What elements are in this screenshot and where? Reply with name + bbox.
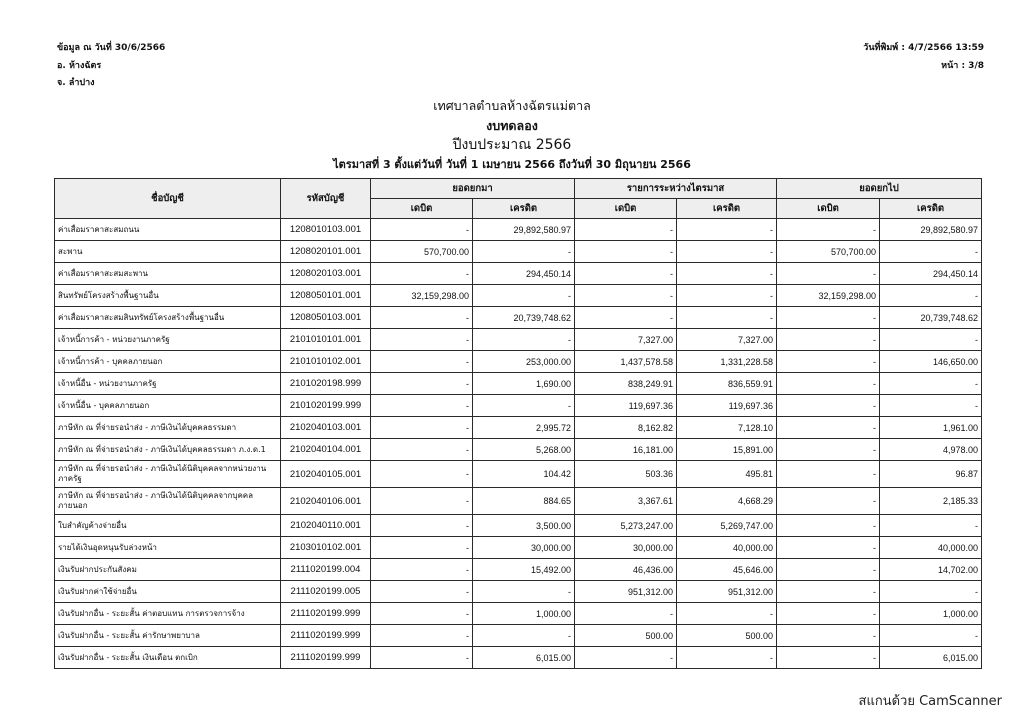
cf-credit-cell: - — [880, 395, 982, 417]
quarter-debit-cell: - — [575, 307, 677, 329]
bf-credit-cell: 104.42 — [473, 461, 575, 488]
report-meta-left — [57, 40, 165, 93]
account-name-cell: เงินรับฝากอื่น - ระยะสั้น ค่าตอบแทน การตรวจการจ้าง — [55, 603, 281, 625]
quarter-credit-cell: 4,668.29 — [677, 488, 777, 515]
account-code-cell: 2111020199.004 — [281, 559, 371, 581]
cf-debit-cell: - — [777, 461, 880, 488]
account-code-cell: 1208050101.001 — [281, 285, 371, 307]
quarter-credit-cell: - — [677, 603, 777, 625]
table-row — [55, 329, 982, 351]
account-name-cell: เงินรับฝากอื่น - ระยะสั้น ค่ารักษาพยาบาล — [55, 625, 281, 647]
quarter-credit-cell: 951,312.00 — [677, 581, 777, 603]
quarter-debit-cell: - — [575, 285, 677, 307]
bf-debit-cell: - — [371, 537, 473, 559]
cf-debit-cell: - — [777, 373, 880, 395]
page-number: หน้า : 3/8 — [941, 60, 984, 71]
col-header-cf-debit: เดบิต — [777, 199, 880, 219]
table-body — [55, 219, 982, 669]
cf-credit-cell: - — [880, 581, 982, 603]
col-header-account-code: รหัสบัญชี — [281, 179, 371, 219]
bf-debit-cell: - — [371, 329, 473, 351]
account-code-cell: 2102040106.001 — [281, 488, 371, 515]
account-code-cell: 2102040104.001 — [281, 439, 371, 461]
account-code-cell: 2102040110.001 — [281, 515, 371, 537]
quarter-credit-cell: - — [677, 241, 777, 263]
account-code-cell: 2102040105.001 — [281, 461, 371, 488]
account-name-cell: ค่าเสื่อมราคาสะสมถนน — [55, 219, 281, 241]
quarter-debit-cell: - — [575, 647, 677, 669]
quarter-debit-cell: 838,249.91 — [575, 373, 677, 395]
account-name-cell: ค่าเสื่อมราคาสะสมสินทรัพย์โครงสร้างพื้นฐานอื่น — [55, 307, 281, 329]
bf-credit-cell: - — [473, 581, 575, 603]
account-name-cell: สะพาน — [55, 241, 281, 263]
account-code-cell: 2102040103.001 — [281, 417, 371, 439]
quarter-credit-cell: 1,331,228.58 — [677, 351, 777, 373]
col-header-carried-forward: ยอดยกไป — [777, 179, 982, 199]
bf-debit-cell: - — [371, 461, 473, 488]
cf-debit-cell: - — [777, 307, 880, 329]
account-code-cell: 2111020199.999 — [281, 647, 371, 669]
bf-debit-cell: - — [371, 515, 473, 537]
quarter-debit-cell: 16,181.00 — [575, 439, 677, 461]
report-title: งบทดลอง — [486, 118, 538, 133]
bf-debit-cell: - — [371, 351, 473, 373]
bf-debit-cell: 570,700.00 — [371, 241, 473, 263]
table-row — [55, 263, 982, 285]
table-row — [55, 241, 982, 263]
account-code-cell: 1208020103.001 — [281, 263, 371, 285]
quarter-debit-cell: 119,697.36 — [575, 395, 677, 417]
table-row — [55, 461, 982, 488]
account-code-cell: 1208020101.001 — [281, 241, 371, 263]
bf-credit-cell: 3,500.00 — [473, 515, 575, 537]
bf-credit-cell: 30,000.00 — [473, 537, 575, 559]
cf-credit-cell: - — [880, 329, 982, 351]
account-name-cell: รายได้เงินอุดหนุนรับล่วงหน้า — [55, 537, 281, 559]
quarter-debit-cell: 3,367.61 — [575, 488, 677, 515]
bf-credit-cell: - — [473, 285, 575, 307]
cf-credit-cell: 40,000.00 — [880, 537, 982, 559]
account-name-cell: ใบสำคัญค้างจ่ายอื่น — [55, 515, 281, 537]
account-code-cell: 2111020199.005 — [281, 581, 371, 603]
bf-debit-cell: - — [371, 625, 473, 647]
bf-debit-cell: - — [371, 559, 473, 581]
col-header-q-credit: เครดิต — [677, 199, 777, 219]
bf-credit-cell: - — [473, 241, 575, 263]
data-as-of-date: ข้อมูล ณ วันที่ 30/6/2566 — [57, 43, 166, 53]
quarter-credit-cell: 7,128.10 — [677, 417, 777, 439]
bf-debit-cell: - — [371, 417, 473, 439]
table-row — [55, 647, 982, 669]
cf-credit-cell: - — [880, 625, 982, 647]
quarter-credit-cell: 836,559.91 — [677, 373, 777, 395]
district-label: อ. ห้างฉัตร — [57, 60, 102, 71]
table-row — [55, 537, 982, 559]
cf-credit-cell: 29,892,580.97 — [880, 219, 982, 241]
bf-debit-cell: - — [371, 263, 473, 285]
table-row — [55, 285, 982, 307]
bf-credit-cell: 1,000.00 — [473, 603, 575, 625]
bf-debit-cell: - — [371, 373, 473, 395]
bf-credit-cell: - — [473, 625, 575, 647]
cf-debit-cell: - — [777, 603, 880, 625]
bf-debit-cell: - — [371, 439, 473, 461]
cf-credit-cell: - — [880, 515, 982, 537]
account-name-cell: เงินรับฝากประกันสังคม — [55, 559, 281, 581]
bf-credit-cell: - — [473, 329, 575, 351]
cf-debit-cell: - — [777, 559, 880, 581]
table-row — [55, 219, 982, 241]
cf-debit-cell: - — [777, 537, 880, 559]
account-code-cell: 1208010103.001 — [281, 219, 371, 241]
account-code-cell: 2111020199.999 — [281, 603, 371, 625]
cf-debit-cell: - — [777, 351, 880, 373]
cf-credit-cell: - — [880, 241, 982, 263]
cf-debit-cell: - — [777, 219, 880, 241]
organization-title: เทศบาลตำบลห้างฉัตรแม่ตาล — [433, 98, 591, 113]
table-row — [55, 351, 982, 373]
cf-debit-cell: - — [777, 395, 880, 417]
quarter-credit-cell: - — [677, 647, 777, 669]
account-name-cell: เจ้าหนี้การค้า - หน่วยงานภาครัฐ — [55, 329, 281, 351]
cf-credit-cell: 146,650.00 — [880, 351, 982, 373]
cf-credit-cell: 4,978.00 — [880, 439, 982, 461]
account-code-cell: 2101010101.001 — [281, 329, 371, 351]
quarter-credit-cell: - — [677, 285, 777, 307]
account-name-cell: เจ้าหนี้อื่น - หน่วยงานภาครัฐ — [55, 373, 281, 395]
bf-credit-cell: 29,892,580.97 — [473, 219, 575, 241]
bf-credit-cell: 5,268.00 — [473, 439, 575, 461]
quarter-debit-cell: 8,162.82 — [575, 417, 677, 439]
account-name-cell: เจ้าหนี้อื่น - บุคคลภายนอก — [55, 395, 281, 417]
bf-credit-cell: 20,739,748.62 — [473, 307, 575, 329]
account-name-cell: เงินรับฝากค่าใช้จ่ายอื่น — [55, 581, 281, 603]
cf-credit-cell: 1,961.00 — [880, 417, 982, 439]
account-code-cell: 2111020199.999 — [281, 625, 371, 647]
cf-debit-cell: - — [777, 417, 880, 439]
table-row — [55, 439, 982, 461]
cf-debit-cell: - — [777, 329, 880, 351]
fiscal-year-title: ปีงบประมาณ 2566 — [452, 137, 572, 153]
col-header-bf-debit: เดบิต — [371, 199, 473, 219]
cf-debit-cell: 32,159,298.00 — [777, 285, 880, 307]
quarter-credit-cell: - — [677, 263, 777, 285]
table-row — [55, 559, 982, 581]
quarter-debit-cell: - — [575, 241, 677, 263]
quarter-debit-cell: 5,273,247.00 — [575, 515, 677, 537]
col-header-during-quarter: รายการระหว่างไตรมาส — [575, 179, 777, 199]
quarter-debit-cell: - — [575, 603, 677, 625]
account-name-cell: ภาษีหัก ณ ที่จ่ายรอนำส่ง - ภาษีเงินได้นิติบุคคลจากบุคคลภายนอก — [55, 488, 281, 515]
col-header-q-debit: เดบิต — [575, 199, 677, 219]
bf-credit-cell: 6,015.00 — [473, 647, 575, 669]
table-header — [55, 179, 982, 219]
table-row — [55, 307, 982, 329]
bf-credit-cell: 884.65 — [473, 488, 575, 515]
cf-debit-cell: - — [777, 625, 880, 647]
bf-debit-cell: - — [371, 647, 473, 669]
table-row — [55, 417, 982, 439]
cf-debit-cell: - — [777, 581, 880, 603]
account-name-cell: ภาษีหัก ณ ที่จ่ายรอนำส่ง - ภาษีเงินได้นิติบุคคลจากหน่วยงานภาครัฐ — [55, 461, 281, 488]
cf-debit-cell: 570,700.00 — [777, 241, 880, 263]
account-name-cell: ค่าเสื่อมราคาสะสมสะพาน — [55, 263, 281, 285]
account-code-cell: 2101010102.001 — [281, 351, 371, 373]
quarter-credit-cell: 5,269,747.00 — [677, 515, 777, 537]
quarter-credit-cell: 119,697.36 — [677, 395, 777, 417]
quarter-debit-cell: - — [575, 263, 677, 285]
col-header-cf-credit: เครดิต — [880, 199, 982, 219]
quarter-credit-cell: 500.00 — [677, 625, 777, 647]
account-code-cell: 2103010102.001 — [281, 537, 371, 559]
bf-debit-cell: - — [371, 488, 473, 515]
bf-debit-cell: - — [371, 603, 473, 625]
table-row — [55, 515, 982, 537]
quarter-debit-cell: - — [575, 219, 677, 241]
bf-debit-cell: - — [371, 581, 473, 603]
bf-credit-cell: 15,492.00 — [473, 559, 575, 581]
account-name-cell: ภาษีหัก ณ ที่จ่ายรอนำส่ง - ภาษีเงินได้บุคคลธรรมดา ภ.ง.ด.1 — [55, 439, 281, 461]
col-header-bf-credit: เครดิต — [473, 199, 575, 219]
cf-debit-cell: - — [777, 515, 880, 537]
province-label: จ. ลำปาง — [57, 78, 95, 88]
cf-credit-cell: - — [880, 285, 982, 307]
account-name-cell: ภาษีหัก ณ ที่จ่ายรอนำส่ง - ภาษีเงินได้บุคคลธรรมดา — [55, 417, 281, 439]
bf-credit-cell: 294,450.14 — [473, 263, 575, 285]
quarter-debit-cell: 951,312.00 — [575, 581, 677, 603]
quarter-credit-cell: 40,000.00 — [677, 537, 777, 559]
report-meta-right — [863, 40, 984, 75]
cf-credit-cell: - — [880, 373, 982, 395]
table-row — [55, 581, 982, 603]
bf-debit-cell: - — [371, 307, 473, 329]
bf-debit-cell: - — [371, 395, 473, 417]
table-row — [55, 603, 982, 625]
account-code-cell: 2101020199.999 — [281, 395, 371, 417]
cf-debit-cell: - — [777, 488, 880, 515]
col-header-brought-forward: ยอดยกมา — [371, 179, 575, 199]
quarter-debit-cell: 1,437,578.58 — [575, 351, 677, 373]
quarter-credit-cell: 45,646.00 — [677, 559, 777, 581]
cf-credit-cell: 2,185.33 — [880, 488, 982, 515]
quarter-debit-cell: 500.00 — [575, 625, 677, 647]
account-name-cell: สินทรัพย์โครงสร้างพื้นฐานอื่น — [55, 285, 281, 307]
quarter-credit-cell: - — [677, 219, 777, 241]
cf-debit-cell: - — [777, 439, 880, 461]
quarter-debit-cell: 46,436.00 — [575, 559, 677, 581]
table-row — [55, 488, 982, 515]
col-header-account-name: ชื่อบัญชี — [55, 179, 281, 219]
account-code-cell: 2101020198.999 — [281, 373, 371, 395]
table-row — [55, 373, 982, 395]
account-name-cell: เจ้าหนี้การค้า - บุคคลภายนอก — [55, 351, 281, 373]
quarter-credit-cell: 15,891.00 — [677, 439, 777, 461]
print-date: วันที่พิมพ์ : 4/7/2566 13:59 — [863, 43, 984, 53]
bf-credit-cell: 1,690.00 — [473, 373, 575, 395]
table-row — [55, 395, 982, 417]
period-title: ไตรมาสที่ 3 ตั้งแต่วันที่ วันที่ 1 เมษายน 2566 ถึงวันที่ 30 มิถุนายน 2566 — [333, 158, 691, 171]
quarter-credit-cell: 7,327.00 — [677, 329, 777, 351]
bf-credit-cell: 253,000.00 — [473, 351, 575, 373]
cf-credit-cell: 96.87 — [880, 461, 982, 488]
cf-debit-cell: - — [777, 263, 880, 285]
bf-credit-cell: 2,995.72 — [473, 417, 575, 439]
quarter-debit-cell: 503.36 — [575, 461, 677, 488]
cf-credit-cell: 20,739,748.62 — [880, 307, 982, 329]
bf-debit-cell: - — [371, 219, 473, 241]
cf-credit-cell: 6,015.00 — [880, 647, 982, 669]
trial-balance-table — [54, 178, 982, 669]
quarter-debit-cell: 7,327.00 — [575, 329, 677, 351]
cf-credit-cell: 294,450.14 — [880, 263, 982, 285]
quarter-debit-cell: 30,000.00 — [575, 537, 677, 559]
account-code-cell: 1208050103.001 — [281, 307, 371, 329]
quarter-credit-cell: 495.81 — [677, 461, 777, 488]
cf-credit-cell: 14,702.00 — [880, 559, 982, 581]
cf-credit-cell: 1,000.00 — [880, 603, 982, 625]
cf-debit-cell: - — [777, 647, 880, 669]
account-name-cell: เงินรับฝากอื่น - ระยะสั้น เงินเดือน ตกเบิก — [55, 647, 281, 669]
bf-debit-cell: 32,159,298.00 — [371, 285, 473, 307]
table-row — [55, 625, 982, 647]
bf-credit-cell: - — [473, 395, 575, 417]
camscanner-watermark: สแกนด้วย CamScanner — [858, 694, 1002, 709]
report-titles — [0, 95, 1024, 173]
quarter-credit-cell: - — [677, 307, 777, 329]
